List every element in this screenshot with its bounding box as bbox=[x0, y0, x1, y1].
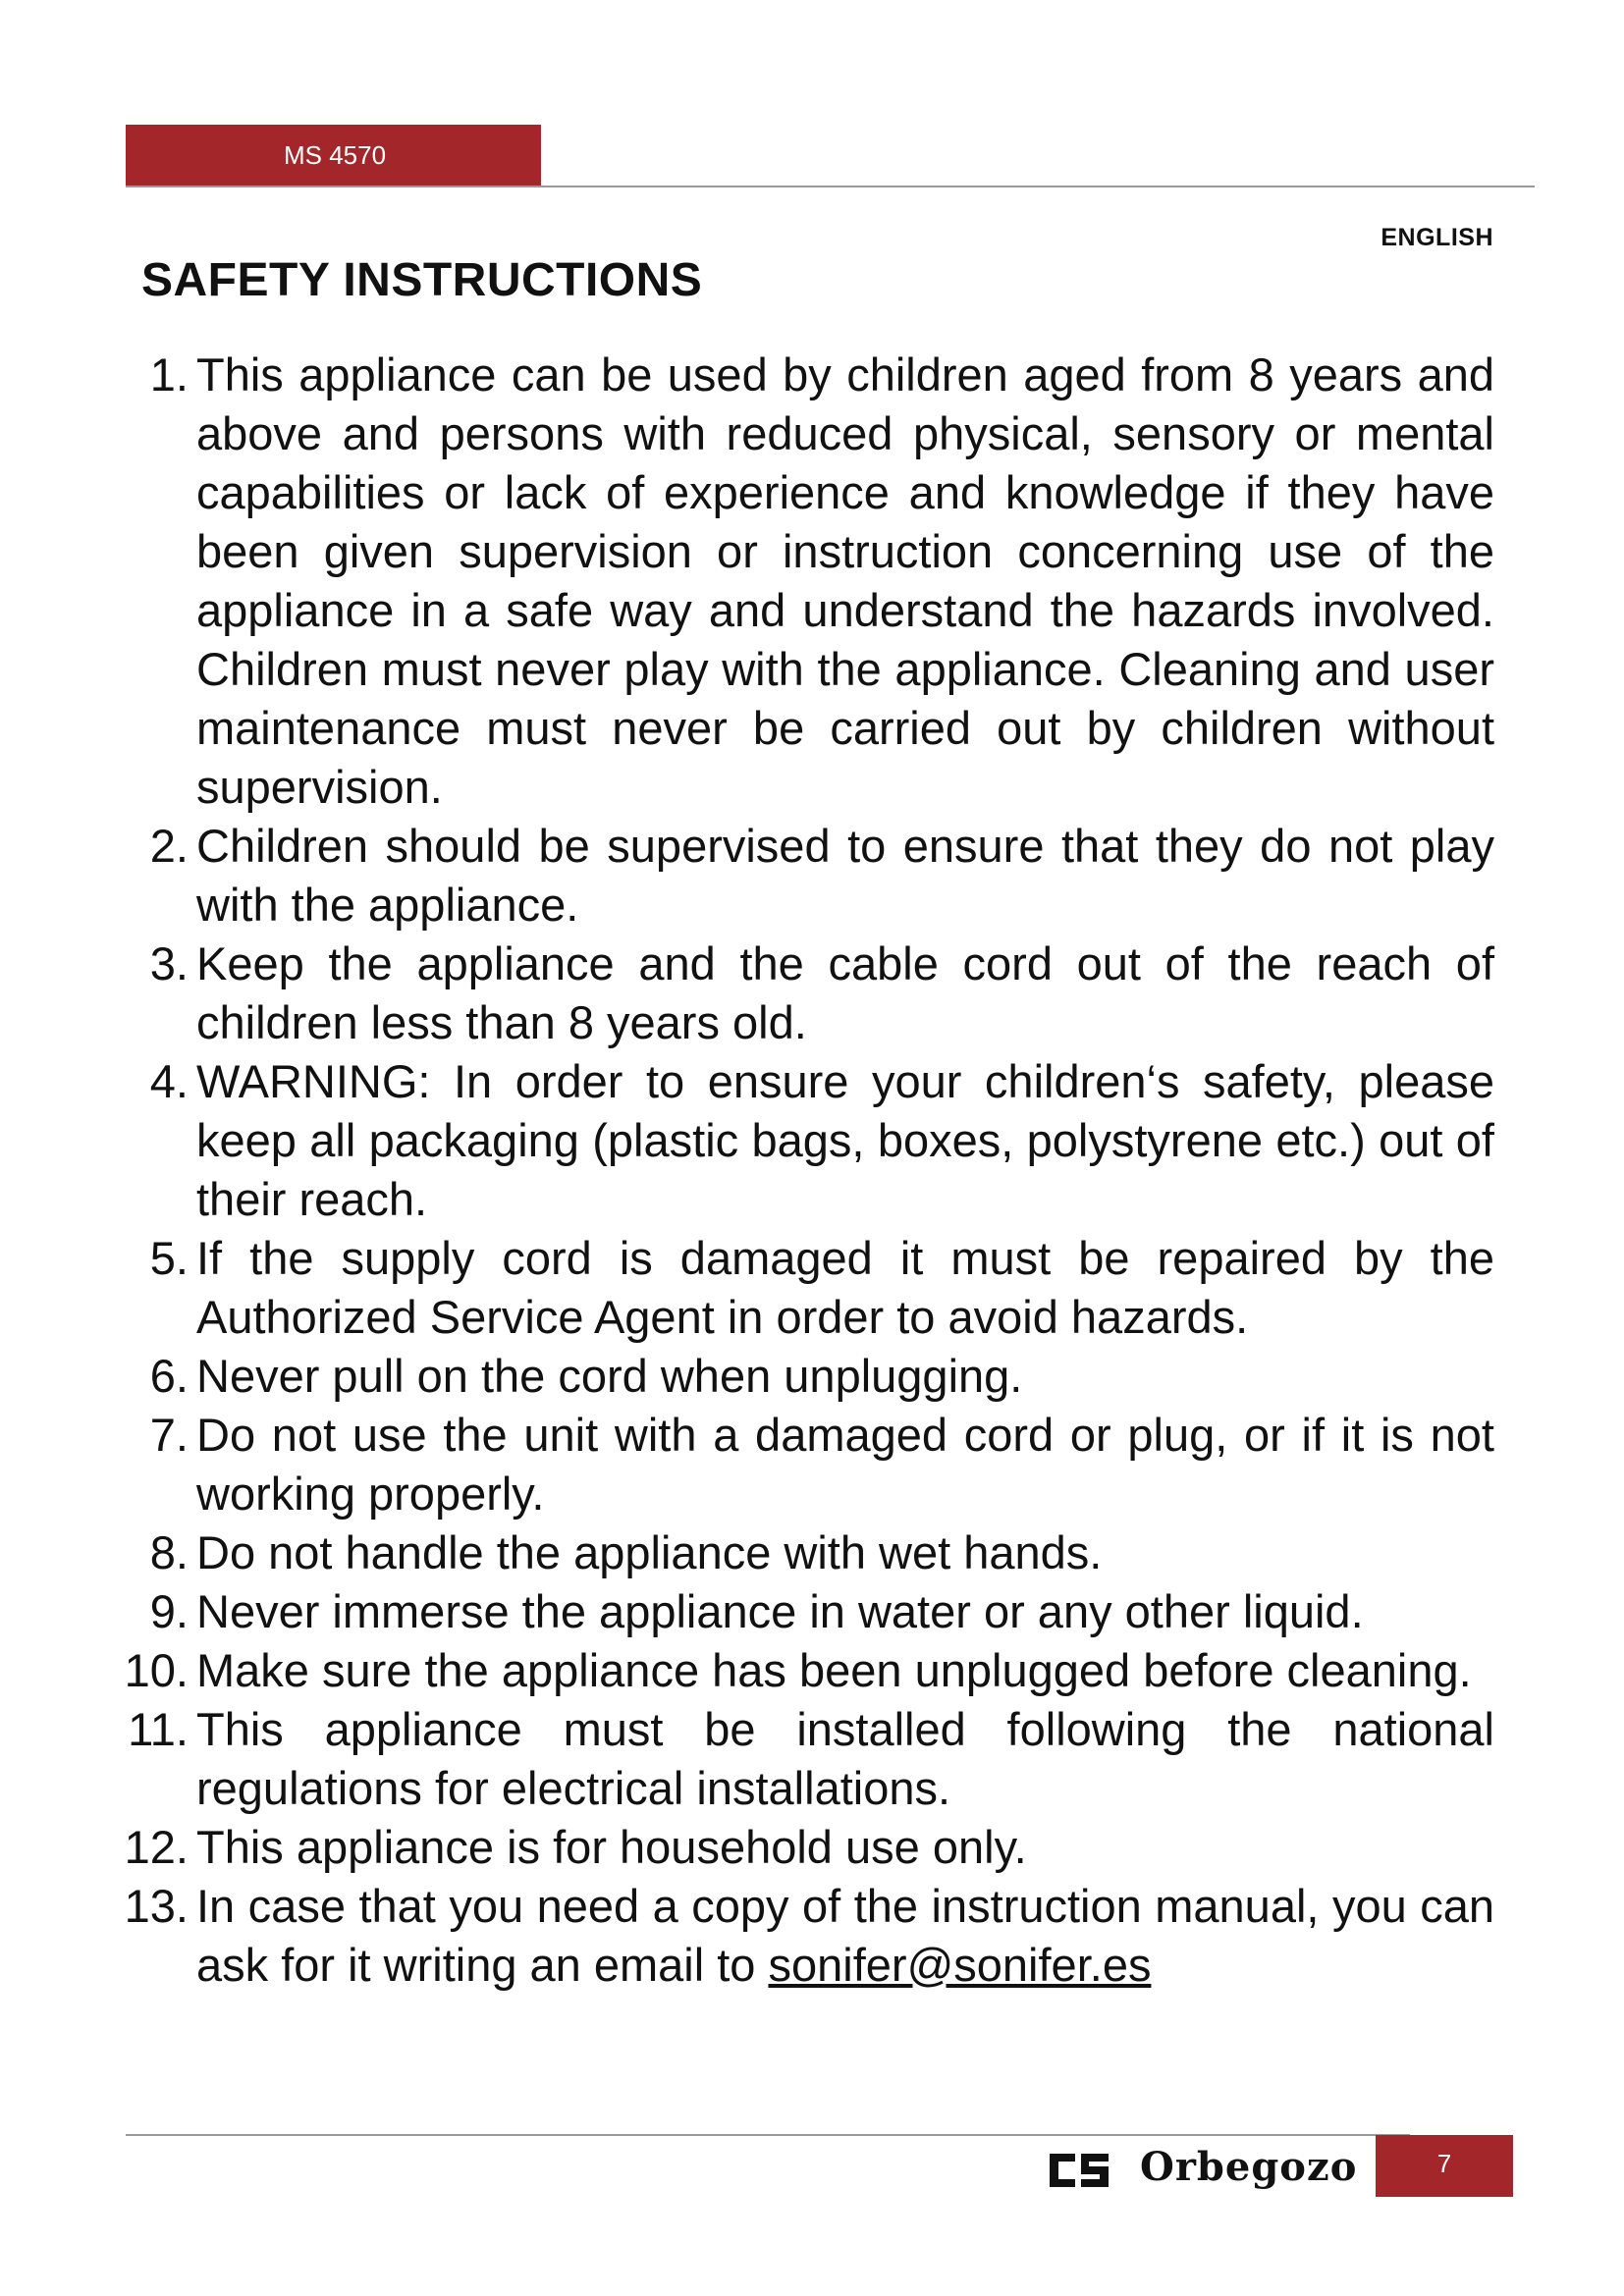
instruction-item bbox=[108, 1052, 1494, 1229]
instruction-number: 8. bbox=[149, 1526, 189, 1578]
instruction-item bbox=[108, 1347, 1494, 1406]
model-tab bbox=[126, 125, 541, 187]
instruction-number: 6. bbox=[149, 1350, 189, 1402]
instruction-item bbox=[108, 934, 1494, 1052]
instruction-item bbox=[108, 346, 1494, 817]
header-divider bbox=[126, 186, 1535, 187]
language-label: ENGLISH bbox=[1380, 224, 1493, 251]
instruction-number: 1. bbox=[149, 348, 189, 400]
instruction-item bbox=[108, 1229, 1494, 1347]
instruction-number: 7. bbox=[149, 1409, 189, 1461]
instruction-number: 11. bbox=[128, 1703, 189, 1755]
instruction-item bbox=[108, 1582, 1494, 1641]
instruction-text: Do not handle the appliance with wet hands. bbox=[196, 1526, 1103, 1578]
instruction-text: Never immerse the appliance in water or any other liquid. bbox=[196, 1585, 1364, 1637]
instruction-number: 3. bbox=[149, 937, 189, 989]
footer-divider bbox=[126, 2134, 1410, 2136]
instruction-number: 5. bbox=[149, 1232, 189, 1284]
page-title: SAFETY INSTRUCTIONS bbox=[141, 254, 703, 306]
model-number: MS 4570 bbox=[284, 140, 387, 170]
instruction-text: Keep the appliance and the cable cord out of the reach of children less than 8 years old. bbox=[196, 937, 1494, 1048]
instruction-text: In case that you need a copy of the instruction manual, you can ask for it writing an email to bbox=[196, 1880, 1494, 1991]
instruction-item bbox=[108, 1641, 1494, 1700]
instruction-item bbox=[108, 1523, 1494, 1582]
safety-instructions-list bbox=[108, 346, 1494, 1995]
instruction-text: Never pull on the cord when unplugging. bbox=[196, 1350, 1023, 1402]
instruction-number: 2. bbox=[149, 820, 189, 872]
instruction-text: This appliance is for household use only. bbox=[196, 1821, 1027, 1873]
instruction-item bbox=[108, 1406, 1494, 1523]
page-number-box bbox=[1376, 2135, 1513, 2197]
page-number: 7 bbox=[1436, 2149, 1452, 2178]
instruction-number: 13. bbox=[124, 1880, 189, 1932]
instruction-text: This appliance can be used by children aged from 8 years and above and persons with reduced physical, sensory or mental capabilities or lack of experience and knowledge if they have been given supervision or instruction concerning use of the appliance in a safe way and understand the hazards involved. Children must never play with the appliance. Cleaning and user maintenance must never be carried out by children without supervision. bbox=[196, 348, 1494, 813]
instruction-text: This appliance must be installed following the national regulations for electrical installations. bbox=[196, 1703, 1494, 1814]
instruction-item bbox=[108, 1700, 1494, 1818]
instruction-number: 10. bbox=[124, 1644, 189, 1696]
instruction-text: Children should be supervised to ensure that they do not play with the appliance. bbox=[196, 820, 1494, 931]
instruction-text: If the supply cord is damaged it must be repaired by the Authorized Service Agent in order to avoid hazards. bbox=[196, 1232, 1494, 1343]
instruction-text: Make sure the appliance has been unplugged before cleaning. bbox=[196, 1644, 1472, 1696]
brand-name: Orbegozo bbox=[1140, 2144, 1358, 2190]
instruction-number: 4. bbox=[149, 1055, 189, 1107]
instruction-item bbox=[108, 817, 1494, 934]
orbegozo-logo-icon bbox=[1048, 2152, 1110, 2189]
instruction-number: 12. bbox=[124, 1821, 189, 1873]
support-email-link[interactable]: sonifer@sonifer.es bbox=[768, 1939, 1152, 1991]
instruction-text: Do not use the unit with a damaged cord or plug, or if it is not working properly. bbox=[196, 1409, 1494, 1520]
instruction-item bbox=[108, 1818, 1494, 1877]
instruction-number: 9. bbox=[149, 1585, 189, 1637]
instruction-item bbox=[108, 1877, 1494, 1995]
instruction-text: WARNING: In order to ensure your children‘s safety, please keep all packaging (plastic bags, boxes, polystyrene etc.) out of their reach. bbox=[196, 1055, 1494, 1225]
